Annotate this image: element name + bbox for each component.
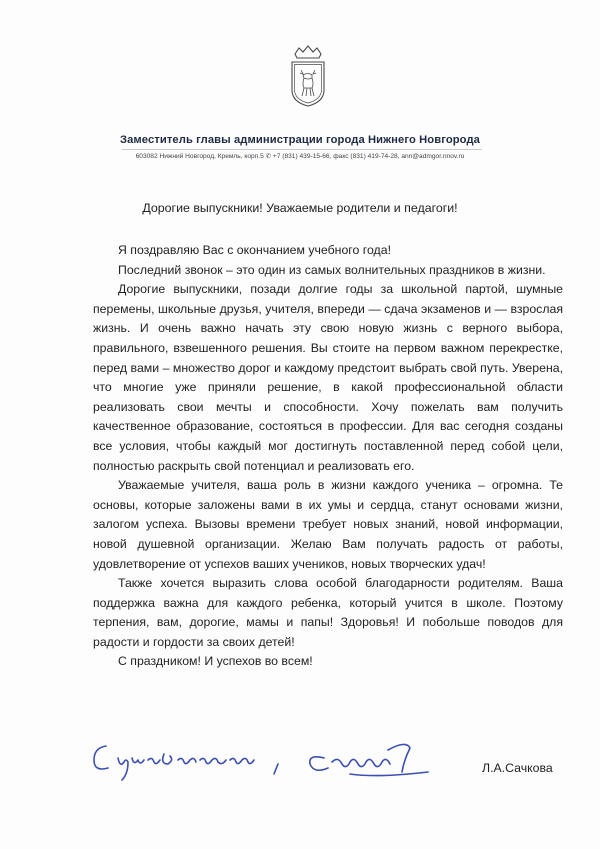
city-emblem-icon	[287, 44, 329, 108]
letter-paragraph: Последний звонок – это один из самых волнительных праздников в жизни.	[118, 262, 546, 277]
letter-paragraph: Также хочется выразить слова особой благодарности родителям. Ваша поддержка важна для каждого ребенка, который учится в школе. Поэтому терпения, вам, дорогие, мамы и папы! Здоровья! И побольше поводов для радости и гордости за своих детей!	[93, 576, 563, 649]
letter-paragraph: Уважаемые учителя, ваша роль в жизни каждого ученика – огромна. Те основы, которые заложены вами в их умы и сердца, станут основами жизни, залогом успеха. Вызовы времени требует новых знаний, новой информации, новой душевной организации. Желаю Вам получать радость от работы, удовлетворение от успехов ваших учеников, новых творческих удач!	[93, 478, 563, 571]
letter-paragraph: Дорогие выпускники, позади долгие годы за школьной партой, шумные перемены, школьные друзья, учителя, впереди — сдача экзаменов и — взрослая жизнь. И очень важно начать эту свою новую жизнь с верного выбора, правильного, взвешенного решения. Вы стоите на первом важном перекрестке, перед вами – множество дорог и каждому предстоит выбрать свой путь. Уверена, что многие уже приняли решение, в какой профессиональной области реализовать свои мечты и способности. Хочу пожелать вам получить качественное образование, состояться в профессии. Для вас сегодня созданы все условия, чтобы каждый мог достигнуть поставленной перед собой цели, полностью раскрыть свой потенциал и реализовать его.	[93, 282, 563, 473]
letter-paragraph: С праздником! И успехов во всем!	[118, 654, 313, 669]
letter-paragraph: Я поздравляю Вас с окончанием учебного года!	[118, 243, 391, 257]
letter-body	[93, 241, 563, 672]
handwritten-signature	[88, 728, 448, 788]
signer-name: Л.А.Сачкова	[482, 761, 553, 775]
header-divider	[122, 149, 482, 150]
letter-greeting: Дорогие выпускники! Уважаемые родители и педагоги!	[142, 201, 458, 215]
contact-details: 603082 Нижний Новгород, Кремль, корп.5 ✆ +7 (831) 439-15-66, факс (831) 419-74-28, ann@admgor.nnov.ru	[135, 153, 465, 160]
organization-title: Заместитель главы администрации города Нижнего Новгорода	[119, 134, 480, 146]
